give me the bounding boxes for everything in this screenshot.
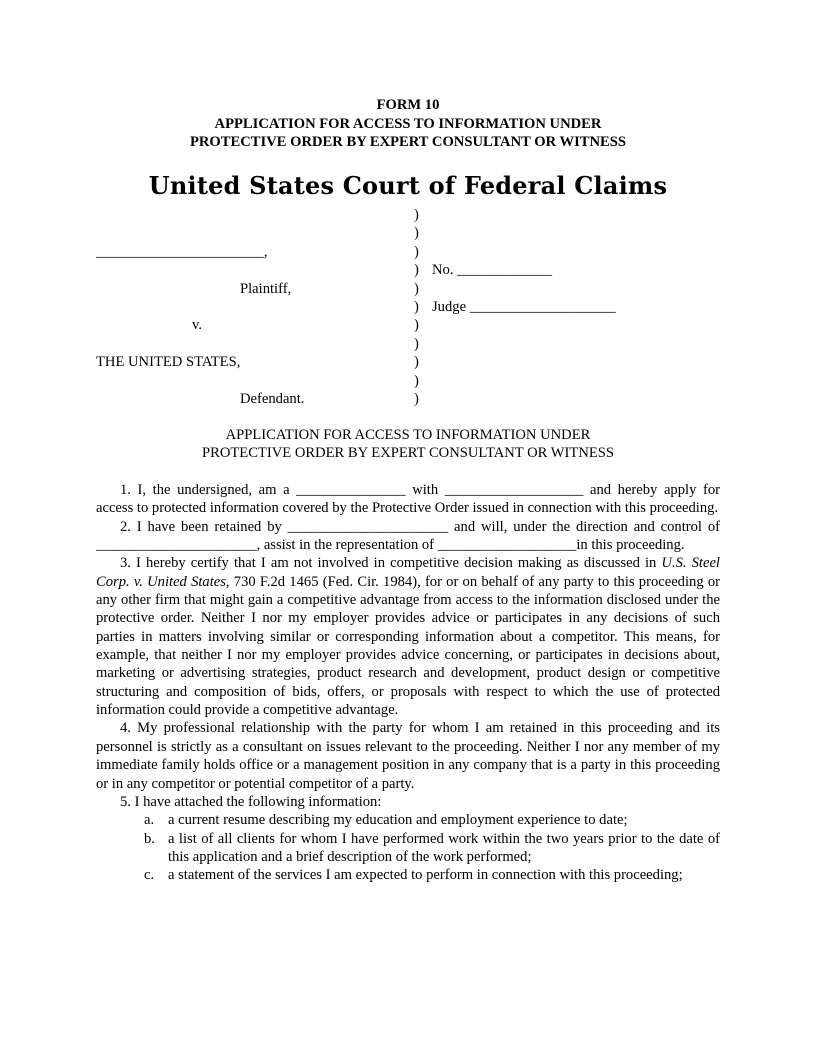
form-header [96, 96, 720, 152]
paren: ) [414, 372, 419, 389]
paragraph-5: 5. I have attached the following information: [120, 793, 382, 810]
paragraph-3-start: 3. I hereby certify that I am not involved in competitive decision making as discussed in [120, 555, 662, 572]
application-title-line-2: PROTECTIVE ORDER BY EXPERT CONSULTANT OR WITNESS [201, 445, 614, 462]
form-title-line-1: APPLICATION FOR ACCESS TO INFORMATION UNDER [214, 115, 602, 132]
paren: ) [414, 262, 419, 279]
list-item-text: a current resume describing my education and employment experience to date; [168, 812, 628, 829]
paragraph-3-rest: 730 F.2d 1465 (Fed. Cir. 1984), for or on behalf of any party to this proceeding or any other firm that might gain a competitive advantage from access to the information disclosed under the protective order. Neither I nor my employer provides advice or participates in any decisions of such parties in matters involving similar or corresponding information about a competitor. This means, for example, that neither I nor my employer provides advice concerning, or participates in decisions about, marketing or advertising strategies, product research and development, product design or competitive structuring and composition of bids, offers, or proposals with respect to which the use of protected information could provide a competitive advantage. [96, 573, 720, 719]
list-item [96, 830, 720, 867]
attachment-list [96, 811, 720, 884]
case-citation: U.S. Steel Corp. v. United States, [96, 555, 720, 590]
list-item-label: b. [144, 830, 155, 847]
paren: ) [414, 207, 419, 223]
court-name: United States Court of Federal Claims [148, 171, 668, 200]
versus-label: v. [192, 317, 202, 333]
defendant-label: Defendant. [240, 391, 305, 407]
application-title-line-1: APPLICATION FOR ACCESS TO INFORMATION UNDER [225, 427, 591, 443]
list-item-label: a. [144, 812, 155, 829]
plaintiff-name-blank: _______________________, [96, 244, 268, 260]
paren: ) [414, 225, 419, 242]
paren: ) [414, 317, 419, 334]
form-number: FORM 10 [376, 97, 440, 113]
list-item-text: a statement of the services I am expected to perform in connection with this proceeding; [168, 867, 683, 884]
case-number-field: No. _____________ [432, 262, 552, 278]
caption-parentheses [414, 206, 424, 408]
defendant-name: THE UNITED STATES, [96, 354, 241, 370]
paragraph-1: 1. I, the undersigned, am a _______________ with ___________________ and hereby apply for access to protected information covered by the Protective Order issued in connection with this proceeding. [96, 482, 720, 517]
application-title [96, 426, 720, 463]
list-item-text: a list of all clients for whom I have performed work within the two years prior to the date of this application and a brief description of the work performed; [168, 830, 720, 865]
application-body [96, 481, 720, 885]
paren: ) [414, 243, 419, 260]
paren: ) [414, 280, 419, 297]
paren: ) [414, 335, 419, 352]
paragraph-4: 4. My professional relationship with the party for whom I am retained in this proceeding and its personnel is strictly as a consultant on issues relevant to the proceeding. Neither I nor any member of my immediate family holds office or a management position in any company that is a party in this proceeding or in any competitor or potential competitor of a party. [96, 720, 720, 792]
form-title-line-2: PROTECTIVE ORDER BY EXPERT CONSULTANT OR WITNESS [189, 134, 627, 151]
list-item-label: c. [144, 867, 155, 884]
paren: ) [414, 298, 419, 315]
case-caption [0, 206, 816, 406]
judge-field: Judge ____________________ [432, 299, 616, 315]
paren: ) [414, 354, 419, 371]
list-item [96, 811, 720, 829]
paragraph-2: 2. I have been retained by ______________________ and will, under the direction and control of ______________________, assist in the representation of ___________________in this proceeding. [96, 518, 720, 554]
paren: ) [414, 390, 419, 407]
list-item [96, 866, 720, 884]
paragraph-3 [96, 554, 720, 719]
plaintiff-label: Plaintiff, [240, 281, 292, 297]
